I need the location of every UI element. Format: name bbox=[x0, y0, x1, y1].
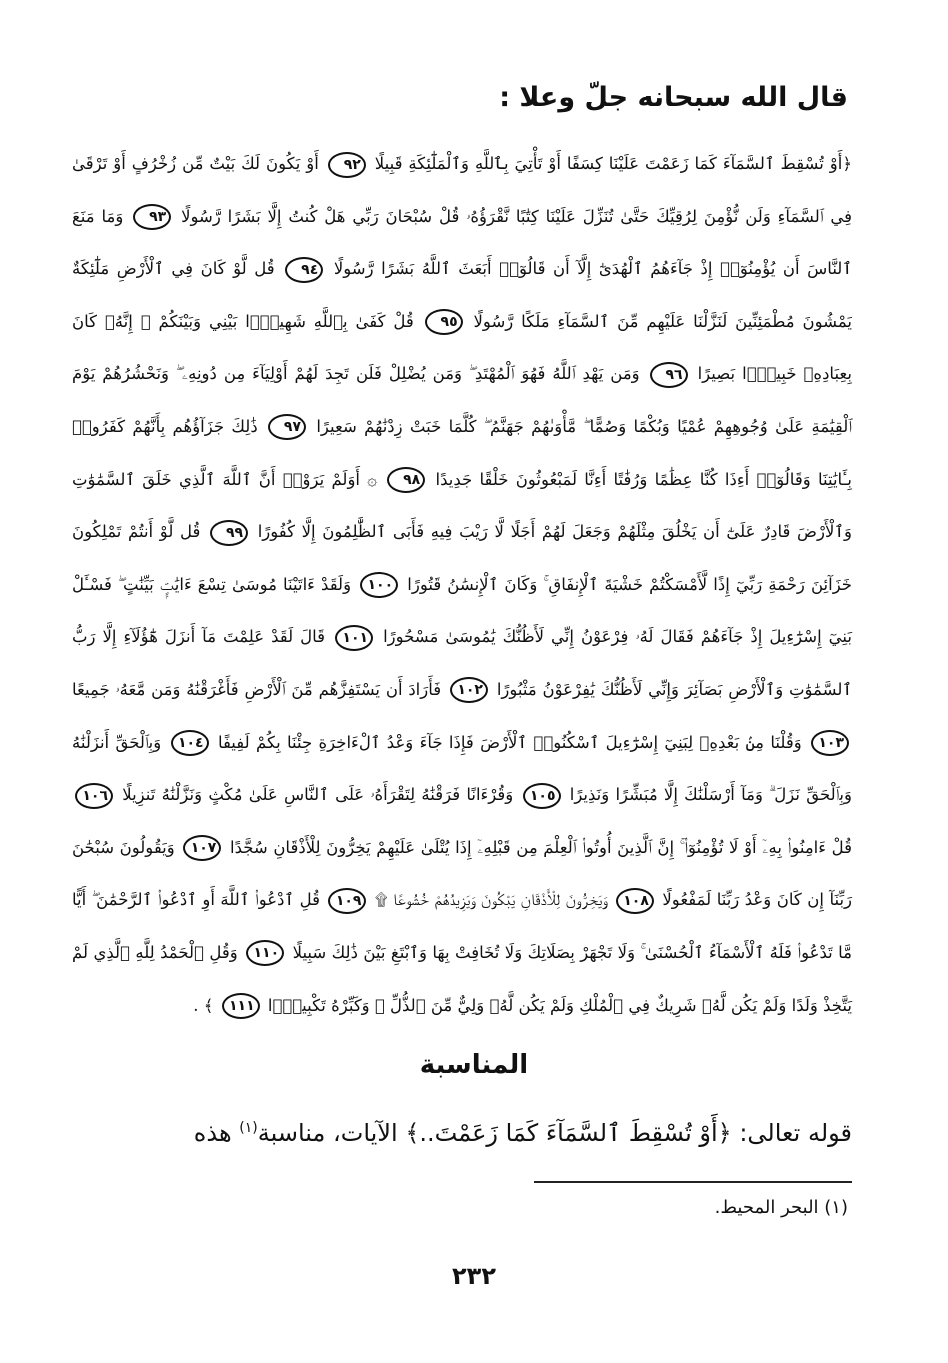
verse-text: قُل لَّوْ أَنتُمْ تَمْلِكُونَ خَزَآئِنَ رَحْمَةِ رَبِّيٓ إِذًا لَّأَمْسَكْتُمْ خَشْيَةَ ٱلْإِنفَاقِ ۚ وَكَانَ ٱلْإِنسَٰنُ قَتُورًا bbox=[72, 522, 853, 594]
page-number: ٢٣٢ bbox=[452, 1262, 496, 1290]
verses-closing-bracket: ﴾ . bbox=[193, 995, 214, 1015]
footnote-divider bbox=[534, 1181, 852, 1183]
footnote-reference: (١) bbox=[239, 1120, 258, 1136]
verse-text: ﴿أَوْ تُسْقِطَ ٱلسَّمَآءَ كَمَا زَعَمْتَ عَلَيْنَا كِسَفًا أَوْ تَأْتِيَ بِٱللَّهِ وَٱلْمَلَٰٓئِكَةِ قَبِيلًا bbox=[374, 154, 853, 173]
verse-number-marker: ٩٨ bbox=[387, 467, 425, 493]
verse-text: ذَٰلِكَ جَزَآؤُهُم بِأَنَّهُمْ كَفَرُوا۟ بِـَٔايَٰتِنَا وَقَالُوٓا۟ أَءِذَا كُنَّا عِظَٰمًا وَرُفَٰتًا أَءِنَّا لَمَبْعُوثُونَ خَلْقًا جَدِيدًا bbox=[72, 416, 852, 489]
verse-number-marker: ١٠١ bbox=[335, 625, 373, 651]
verse-text: وَلَقَدْ ءَاتَيْنَا مُوسَىٰ تِسْعَ ءَايَٰتٍۭ بَيِّنَٰتٍ ۖ فَسْـَٔلْ بَنِيٓ إِسْرَٰٓءِيلَ إِذْ جَآءَهُمْ فَقَالَ لَهُۥ فِرْعَوْنُ إِنِّي لَأَظُنُّكَ يَٰمُوسَىٰ مَسْحُورًا bbox=[72, 574, 853, 647]
verse-text: قَالَ لَقَدْ عَلِمْتَ مَآ أَنزَلَ هَٰٓؤُلَآءِ إِلَّا رَبُّ ٱلسَّمَٰوَٰتِ وَٱلْأَرْضِ بَصَآئِرَ وَإِنِّي لَأَظُنُّكَ يَٰفِرْعَوْنُ مَثْبُورًا bbox=[72, 627, 853, 699]
verse-number-marker: ٩٧ bbox=[268, 414, 306, 440]
footnote: (١) البحر المحيط. bbox=[714, 1197, 848, 1218]
verse-text: قُلْ ءَامِنُوا۟ بِهِۦٓ أَوْ لَا تُؤْمِنُوٓا۟ ۚ إِنَّ ٱلَّذِينَ أُوتُوا۟ ٱلْعِلْمَ مِن قَبْلِهِۦٓ إِذَا يُتْلَىٰ عَلَيْهِمْ يَخِرُّونَ لِلْأَذْقَانِ سُجَّدًا bbox=[229, 837, 853, 857]
verse-number-marker: ١٠٨ bbox=[616, 888, 654, 914]
verse-number-marker: ١٠٥ bbox=[523, 783, 561, 809]
page-heading: قال الله سبحانه جلّ وعلا : bbox=[499, 82, 848, 113]
verse-text: وَقُلِ ٱلْحَمْدُ لِلَّهِ ٱلَّذِي لَمْ يَتَّخِذْ وَلَدًا وَلَمْ يَكُن لَّهُۥ شَرِيكٌ فِي ٱلْمُلْكِ وَلَمْ يَكُن لَّهُۥ وَلِيٌّ مِّنَ ٱلذُّلِّ ۖ وَكَبِّرْهُ تَكْبِيرًۢا bbox=[72, 942, 852, 1015]
verse-number-marker: ٩٤ bbox=[285, 257, 323, 283]
verse-text: وَمَا مَنَعَ ٱلنَّاسَ أَن يُؤْمِنُوٓا۟ إِذْ جَآءَهُمُ ٱلْهُدَىٰٓ إِلَّآ أَن قَالُوٓا۟ أَبَعَثَ ٱللَّهُ بَشَرًا رَّسُولًا bbox=[72, 206, 853, 279]
section-title: المناسبة bbox=[419, 1050, 529, 1080]
verse-number-marker: ١٠٩ bbox=[328, 888, 366, 914]
verse-text: وَقُلْنَا مِنۢ بَعْدِهِۦ لِبَنِيٓ إِسْرَٰٓءِيلَ ٱسْكُنُوا۟ ٱلْأَرْضَ فَإِذَا جَآءَ وَعْدُ ٱلْءَاخِرَةِ جِئْنَا بِكُمْ لَفِيفًا bbox=[217, 732, 802, 752]
body-lead: قوله تعالى: bbox=[739, 1119, 852, 1147]
verse-number-marker: ٩٩ bbox=[210, 520, 248, 546]
verse-text: أَوْ يَكُونَ لَكَ بَيْتٌ مِّن زُخْرُفٍ أَوْ تَرْقَىٰ فِي ٱلسَّمَآءِ وَلَن نُّؤْمِنَ لِرُقِيِّكَ حَتَّىٰ تُنَزِّلَ عَلَيْنَا كِتَٰبًا نَّقْرَؤُهُۥ قُلْ سُبْحَانَ رَبِّي هَلْ كُنتُ إِلَّا بَشَرًا رَّسُولًا bbox=[72, 154, 853, 226]
verse-text: قُلِ ٱدْعُوا۟ ٱللَّهَ أَوِ ٱدْعُوا۟ ٱلرَّحْمَٰنَ ۖ أَيًّا مَّا تَدْعُوا۟ فَلَهُ ٱلْأَسْمَآءُ ٱلْحُسْنَىٰ ۚ وَلَا تَجْهَرْ بِصَلَاتِكَ وَلَا تُخَافِتْ بِهَا وَٱبْتَغِ بَيْنَ ذَٰلِكَ سَبِيلًا bbox=[72, 890, 853, 962]
body-tail: هذه bbox=[193, 1119, 232, 1147]
verse-number-marker: ٩٥ bbox=[425, 309, 463, 335]
verse-number-marker: ١١٠ bbox=[246, 940, 284, 966]
verse-number-marker: ١٠٧ bbox=[183, 835, 221, 861]
body-rest: الآيات، مناسبة bbox=[257, 1119, 398, 1147]
verse-text: قُل لَّوْ كَانَ فِي ٱلْأَرْضِ مَلَٰٓئِكَةٌ يَمْشُونَ مُطْمَئِنِّينَ لَنَزَّلْنَا عَلَيْهِم مِّنَ ٱلسَّمَآءِ مَلَكًا رَّسُولًا bbox=[72, 259, 852, 331]
verse-text: وَبِٱلْحَقِّ أَنزَلْنَٰهُ وَبِٱلْحَقِّ نَزَلَ ۗ وَمَآ أَرْسَلْنَٰكَ إِلَّا مُبَشِّرًا وَنَذِيرًا bbox=[72, 732, 852, 805]
verse-text: وَيَخِرُّونَ لِلْأَذْقَانِ يَبْكُونَ وَيَزِيدُهُمْ خُشُوعًا ۩ bbox=[375, 890, 608, 910]
verse-text: ۞ أَوَلَمْ يَرَوْا۟ أَنَّ ٱللَّهَ ٱلَّذِي خَلَقَ ٱلسَّمَٰوَٰتِ وَٱلْأَرْضَ قَادِرٌ عَلَىٰٓ أَن يَخْلُقَ مِثْلَهُمْ وَجَعَلَ لَهُمْ أَجَلًا لَّا رَيْبَ فِيهِ فَأَبَى ٱلظَّٰلِمُونَ إِلَّا كُفُورًا bbox=[72, 469, 852, 542]
verse-text: فَأَرَادَ أَن يَسْتَفِزَّهُم مِّنَ ٱلْأَرْضِ فَأَغْرَقْنَٰهُ وَمَن مَّعَهُۥ جَمِيعًا bbox=[72, 679, 442, 699]
verse-number-marker: ١٠٦ bbox=[75, 783, 113, 809]
verse-text: وَقُرْءَانًا فَرَقْنَٰهُ لِتَقْرَأَهُۥ عَلَى ٱلنَّاسِ عَلَىٰ مُكْثٍ وَنَزَّلْنَٰهُ تَنزِيلًا bbox=[122, 785, 514, 805]
body-quote: ﴿أَوْ تُسْقِطَ ٱلسَّمَآءَ كَمَا زَعَمْتَ..﴾ bbox=[405, 1119, 732, 1147]
verse-number-marker: ١٠٤ bbox=[171, 730, 209, 756]
body-paragraph bbox=[72, 1108, 852, 1153]
verse-number-marker: ٩٢ bbox=[328, 152, 366, 178]
verse-text: قُلْ كَفَىٰ بِٱللَّهِ شَهِيدًۢا بَيْنِي وَبَيْنَكُمْ ۚ إِنَّهُۥ كَانَ بِعِبَادِهِۦ خَبِيرًۢا بَصِيرًا bbox=[72, 311, 852, 384]
verse-text: وَمَن يَهْدِ ٱللَّهُ فَهُوَ ٱلْمُهْتَدِ ۖ وَمَن يُضْلِلْ فَلَن تَجِدَ لَهُمْ أَوْلِيَآءَ مِن دُونِهِۦ ۖ وَنَحْشُرُهُمْ يَوْمَ ٱلْقِيَٰمَةِ عَلَىٰ وُجُوهِهِمْ عُمْيًا وَبُكْمًا وَصُمًّا ۖ مَّأْوَىٰهُمْ جَهَنَّمُ ۖ كُلَّمَا خَبَتْ زِدْنَٰهُمْ سَعِيرًا bbox=[72, 364, 852, 436]
quran-verses-block bbox=[72, 138, 852, 1032]
verse-number-marker: ١٠٢ bbox=[450, 677, 488, 703]
verse-number-marker: ١٠٣ bbox=[811, 730, 849, 756]
verse-text: وَيَقُولُونَ سُبْحَٰنَ رَبِّنَآ إِن كَانَ وَعْدُ رَبِّنَا لَمَفْعُولًا bbox=[72, 837, 853, 910]
verse-number-marker: ١٠٠ bbox=[360, 572, 398, 598]
verse-number-marker: ١١١ bbox=[222, 993, 260, 1019]
verse-number-marker: ٩٣ bbox=[133, 204, 171, 230]
verse-number-marker: ٩٦ bbox=[650, 362, 688, 388]
